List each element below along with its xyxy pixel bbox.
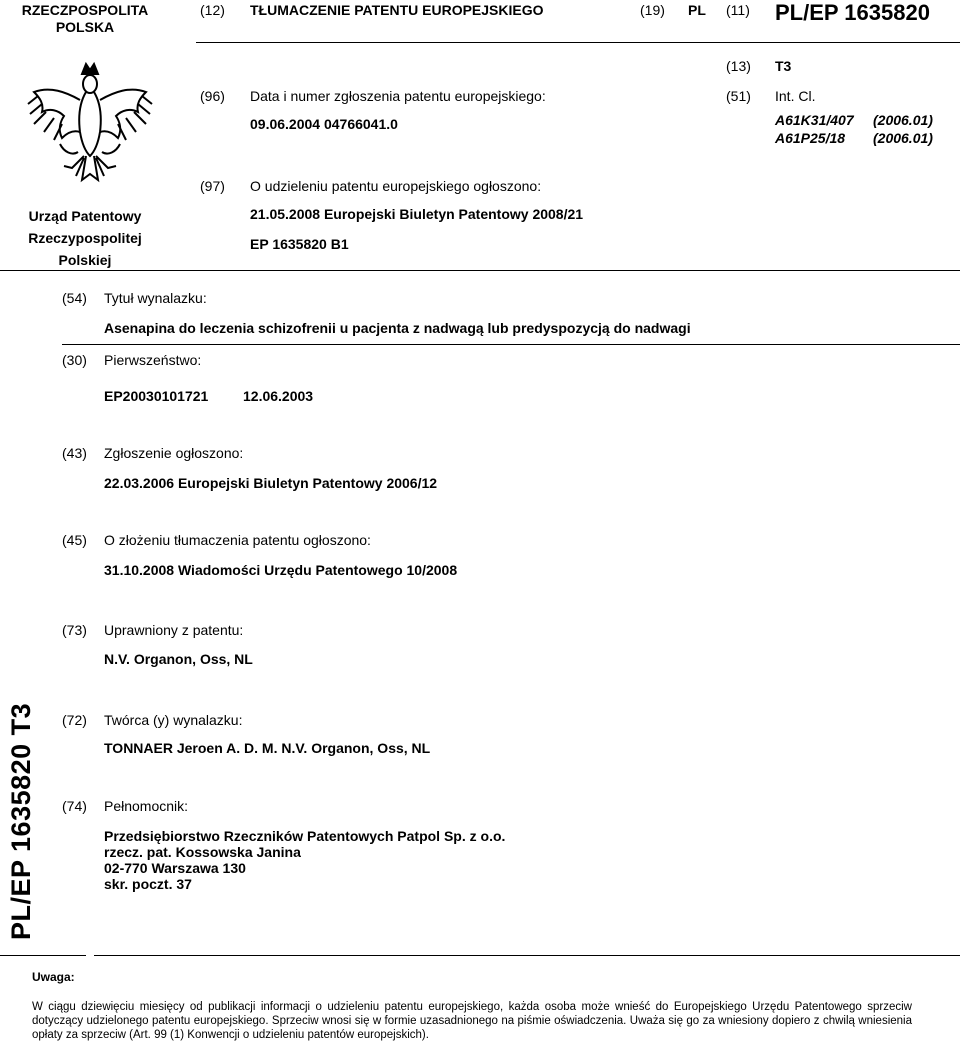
class-version-2: (2006.01): [873, 130, 933, 146]
eagle-emblem-icon: [20, 52, 160, 192]
inventor-label: Twórca (y) wynalazku:: [104, 712, 243, 728]
title-divider: [62, 344, 960, 345]
code-97: (97): [200, 178, 225, 194]
translation-label: O złożeniu tłumaczenia patentu ogłoszono:: [104, 532, 371, 548]
title-label: Tytuł wynalazku:: [104, 290, 207, 306]
proprietor-label: Uprawniony z patentu:: [104, 622, 244, 638]
country-code: PL: [688, 2, 706, 18]
side-patent-label: PL/EP 1635820 T3: [6, 702, 36, 940]
note-text: W ciągu dziewięciu miesięcy od publikacji informacji o udzieleniu patentu europejskiego, każda osoba może wnieść do Europejskiego Urzędu Patentowego sprzeciw dotyczący udzielonego patentu europejskiego. Sprzeciw wnosi się w formie uzasadnionego na piśmie oświadczenia. Uważa się go za wniesiony dopiero z chwilą wniesienia opłaty za sprzeciw (Art. 99 (1) Konwencji o udzieleniu patentów europejskich).: [32, 1001, 912, 1041]
patent-number: PL/EP 1635820: [775, 0, 930, 25]
attorney-block: [104, 828, 505, 892]
application-label: Data i numer zgłoszenia patentu europejskiego:: [250, 88, 546, 104]
country-line1: RZECZPOSPOLITA: [21, 2, 149, 18]
class-symbol-2: A61P25/18: [775, 130, 846, 146]
note-title: Uwaga:: [32, 970, 75, 984]
publication-value: 22.03.2006 Europejski Biuletyn Patentowy 2006/12: [104, 475, 438, 491]
code-54: (54): [62, 290, 87, 306]
code-45: (45): [62, 532, 87, 548]
top-section-divider: [0, 270, 960, 271]
priority-date: 12.06.2003: [243, 388, 314, 404]
class-symbol-1: A61K31/407: [775, 112, 854, 128]
inventor-value: TONNAER Jeroen A. D. M. N.V. Organon, Oss, NL: [104, 740, 431, 756]
application-value: 09.06.2004 04766041.0: [250, 116, 398, 132]
priority-label: Pierwszeństwo:: [104, 352, 202, 368]
attorney-line: 02-770 Warszawa 130: [104, 860, 246, 876]
document-type: TŁUMACZENIE PATENTU EUROPEJSKIEGO: [250, 2, 544, 18]
int-cl-label: Int. Cl.: [775, 88, 816, 104]
code-51: (51): [726, 88, 751, 104]
code-19: (19): [640, 2, 665, 18]
country-name: [10, 2, 160, 36]
attorney-line: rzecz. pat. Kossowska Janina: [104, 844, 301, 860]
code-11: (11): [726, 2, 750, 18]
proprietor-value: N.V. Organon, Oss, NL: [104, 651, 253, 667]
footer-divider-right: [94, 955, 960, 956]
code-12: (12): [200, 2, 225, 18]
translation-value: 31.10.2008 Wiadomości Urzędu Patentowego 10/2008: [104, 562, 458, 578]
ep-number: EP 1635820 B1: [250, 236, 349, 252]
code-43: (43): [62, 445, 87, 461]
attorney-line: skr. poczt. 37: [104, 876, 192, 892]
priority-number: EP20030101721: [104, 388, 209, 404]
class-version-1: (2006.01): [873, 112, 933, 128]
code-72: (72): [62, 712, 87, 728]
code-73: (73): [62, 622, 87, 638]
header-divider: [196, 42, 960, 43]
office-line2: Rzeczypospolitej: [28, 230, 142, 246]
attorney-label: Pełnomocnik:: [104, 798, 189, 814]
country-line2: POLSKA: [55, 19, 115, 35]
kind-code: T3: [775, 58, 792, 74]
code-30: (30): [62, 352, 87, 368]
publication-label: Zgłoszenie ogłoszono:: [104, 445, 244, 461]
office-line1: Urząd Patentowy: [28, 208, 142, 224]
grant-label: O udzieleniu patentu europejskiego ogłoszono:: [250, 178, 542, 194]
code-74: (74): [62, 798, 87, 814]
office-line3: Polskiej: [58, 252, 112, 268]
attorney-line: Przedsiębiorstwo Rzeczników Patentowych Patpol Sp. z o.o.: [104, 828, 506, 844]
code-13: (13): [726, 58, 751, 74]
invention-title: Asenapina do leczenia schizofrenii u pacjenta z nadwagą lub predyspozycją do nadwagi: [104, 320, 691, 336]
code-96: (96): [200, 88, 225, 104]
footer-divider-left: [0, 955, 86, 956]
grant-value: 21.05.2008 Europejski Biuletyn Patentowy 2008/21: [250, 206, 584, 222]
patent-office: [10, 205, 160, 271]
